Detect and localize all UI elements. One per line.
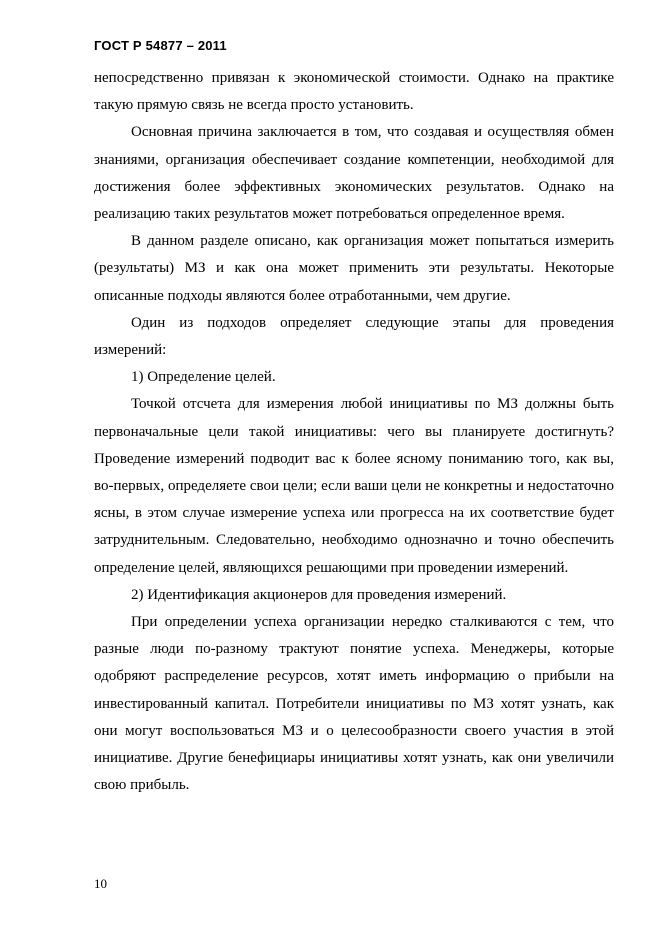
body-text — [94, 65, 614, 799]
page-number: 10 — [94, 876, 107, 891]
list-item-define-goals: 1) Определение целей. — [131, 369, 276, 386]
paragraph-continuation: непосредственно привязан к экономической стоимости. Однако на практике такую прямую связь не всегда просто установить. — [94, 70, 614, 114]
document-header: ГОСТ Р 54877 – 2011 — [94, 38, 227, 53]
paragraph-main-reason: Основная причина заключается в том, что создавая и осуществляя обмен знаниями, организация обеспечивает создание компетенции, необходимой для достижения более эффективных экономических результатов. Однако на реализацию таких результатов может потребоваться определенное время. — [94, 124, 614, 223]
paragraph-goals-detail: Точкой отсчета для измерения любой инициативы по МЗ должны быть первоначальные цели такой инициативы: чего вы планируете достигнуть? Проведение измерений подводит вас к более ясному пониманию того, как вы, во-первых, определяете свои цели; если ваши цели не конкретны и недостаточно ясны, в этом случае измерение успеха или прогресса на их соответствие будет затруднительным. Следовательно, необходимо однозначно и точно обеспечить определение целей, являющихся решающими при проведении измерений. — [94, 396, 614, 576]
paragraph-approach-stages: Один из подходов определяет следующие этапы для проведения измерений: — [94, 314, 614, 359]
paragraph-stakeholders-detail: При определении успеха организации нередко сталкиваются с тем, что разные люди по-разному трактуют понятие успеха. Менеджеры, которые одобряют распределение ресурсов, хотят иметь информацию о прибыли на инвестированный капитал. Потребители инициативы по МЗ хотят узнать, как они могут воспользоваться МЗ и о целесообразности своего участия в этой инициативе. Другие бенефициары инициативы хотят узнать, как они увеличили свою прибыль. — [94, 614, 614, 794]
list-item-identify-stakeholders: 2) Идентификация акционеров для проведения измерений. — [131, 586, 507, 603]
paragraph-section-intro: В данном разделе описано, как организация может попытаться измерить (результаты) МЗ и как она может применить эти результаты. Некоторые описанные подходы являются более отработанными, чем другие. — [94, 233, 614, 304]
